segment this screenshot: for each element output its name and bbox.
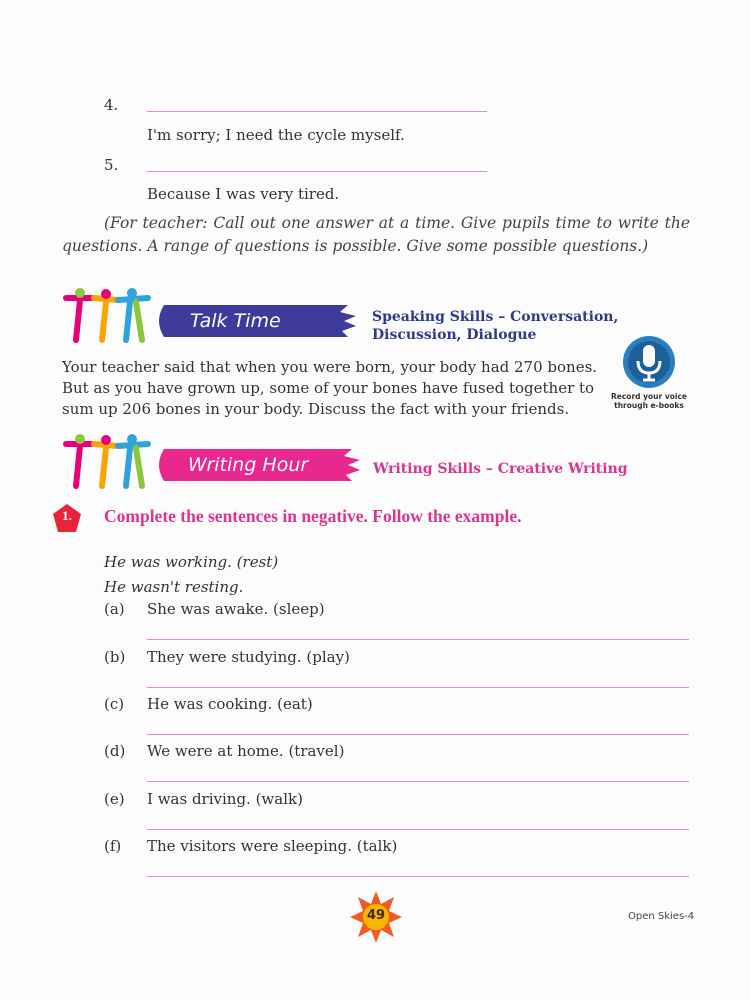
- page-number: 49: [366, 908, 386, 923]
- teacher-note: (For teacher: Call out one answer at a time. Give pupils time to write the questions. A range of questions is possible. Give some possible questions.): [62, 214, 690, 255]
- book-title: Open Skies-4: [628, 911, 695, 922]
- answer-line-e[interactable]: [147, 829, 689, 830]
- item-text-b: They were studying. (play): [147, 648, 350, 666]
- talk-time-banner: Talk Time: [190, 310, 281, 332]
- children-group-icon-2: [62, 434, 154, 490]
- example-question: He was working. (rest): [104, 553, 279, 571]
- answer-text-5: Because I was very tired.: [147, 185, 340, 203]
- writing-skills-title: Writing Skills – Creative Writing: [373, 461, 628, 477]
- answer-line-c[interactable]: [147, 734, 689, 735]
- item-text-c: He was cooking. (eat): [147, 695, 313, 713]
- answer-text-4: I'm sorry; I need the cycle myself.: [147, 126, 405, 144]
- item-label-f: (f): [104, 837, 122, 855]
- item-text-f: The visitors were sleeping. (talk): [147, 837, 398, 855]
- answer-line-5[interactable]: [147, 171, 487, 172]
- record-voice-label-line2: through e-books: [614, 401, 684, 410]
- question-title: Complete the sentences in negative. Follow the example.: [104, 506, 522, 526]
- answer-line-a[interactable]: [147, 639, 689, 640]
- item-label-b: (b): [104, 648, 126, 666]
- talk-time-paragraph: Your teacher said that when you were born, your body had 270 bones. But as you have grown up, some of your bones have fused together to sum up 206 bones in your body. Discuss the fact with your friends.: [62, 358, 598, 418]
- microphone-icon[interactable]: [622, 335, 676, 389]
- item-text-e: I was driving. (walk): [147, 790, 303, 808]
- speaking-skills-title-line1: Speaking Skills – Conversation,: [372, 309, 619, 325]
- item-text-a: She was awake. (sleep): [147, 600, 325, 618]
- item-label-e: (e): [104, 790, 125, 808]
- answer-line-b[interactable]: [147, 687, 689, 688]
- answer-line-4[interactable]: [147, 111, 487, 112]
- record-voice-label-line1: Record your voice: [611, 392, 687, 401]
- question-number: 1.: [62, 508, 72, 523]
- answer-line-f[interactable]: [147, 876, 689, 877]
- answer-line-d[interactable]: [147, 781, 689, 782]
- item-number-5: 5.: [104, 156, 119, 174]
- item-text-d: We were at home. (travel): [147, 742, 345, 760]
- writing-hour-banner: Writing Hour: [188, 454, 309, 476]
- item-number-4: 4.: [104, 96, 119, 114]
- example-answer: He wasn't resting.: [104, 578, 244, 596]
- item-label-d: (d): [104, 742, 126, 760]
- speaking-skills-title-line2: Discussion, Dialogue: [372, 327, 537, 343]
- item-label-c: (c): [104, 695, 125, 713]
- item-label-a: (a): [104, 600, 125, 618]
- children-group-icon: [62, 288, 154, 344]
